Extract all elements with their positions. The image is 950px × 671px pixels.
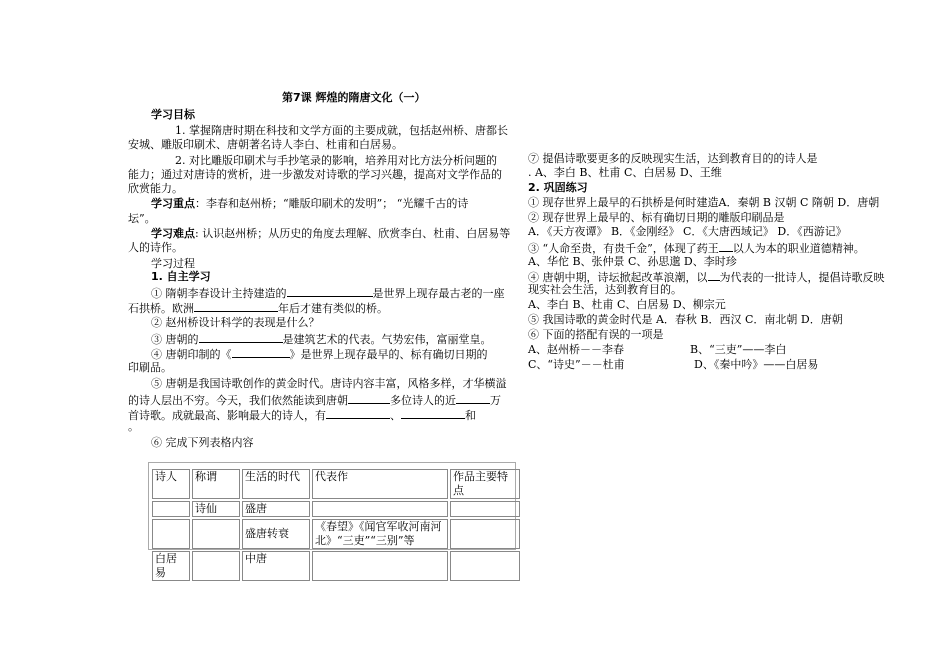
difficult-points-text: : 认识赵州桥；从历史的角度去理解、欣赏李白、杜甫、白居易等 bbox=[195, 227, 511, 240]
cell-r3-title[interactable] bbox=[192, 551, 240, 581]
table-row bbox=[152, 519, 520, 549]
practice-6-option-a: A、赵州桥－－李春 bbox=[528, 343, 624, 356]
self-study-heading: 1. 自主学习 bbox=[151, 270, 211, 283]
cell-r1-features[interactable] bbox=[450, 501, 520, 517]
practice-4-line-2: 现实社会生活，达到教育目的。 bbox=[528, 283, 682, 296]
q1-text-d: 年后才建有类似的桥。 bbox=[278, 302, 388, 315]
lesson-title: 第7课 辉煌的隋唐文化（一） bbox=[282, 91, 426, 104]
q3-blank[interactable] bbox=[199, 331, 283, 343]
question-5-line-4: 。 bbox=[128, 420, 139, 433]
header-era: 生活的时代 bbox=[242, 469, 310, 499]
cell-r1-works[interactable] bbox=[312, 501, 448, 517]
poets-table bbox=[150, 467, 522, 583]
practice-1: ① 现存世界上最早的石拱桥是何时建造A．秦朝 B 汉朝 C 隋朝 D．唐朝 bbox=[528, 196, 880, 209]
cell-r3-works[interactable] bbox=[312, 551, 448, 581]
practice-6: ⑥ 下面的搭配有误的一项是 bbox=[528, 328, 664, 341]
cell-r1-era: 盛唐 bbox=[242, 501, 310, 517]
difficult-points-label: 学习难点 bbox=[151, 227, 195, 240]
question-7: ⑦ 提倡诗歌要更多的反映现实生活，达到教育目的的诗人是 bbox=[528, 152, 818, 165]
question-1-line-2 bbox=[128, 300, 388, 316]
practice-6-option-d: D、《秦中吟》——白居易 bbox=[694, 358, 819, 371]
question-5-line-2 bbox=[128, 392, 501, 408]
header-title: 称谓 bbox=[192, 469, 240, 499]
q5-text-3a: 首诗歌。成就最高、影响最大的诗人，有 bbox=[128, 409, 326, 422]
key-points-text: ：李春和赵州桥；“雕版印刷术的发明”； “光耀千古的诗 bbox=[195, 197, 469, 210]
practice-2: ② 现存世界上最早的、标有确切日期的雕版印刷品是 bbox=[528, 211, 785, 224]
cell-r3-features[interactable] bbox=[450, 551, 520, 581]
practice-heading: 2. 巩固练习 bbox=[528, 181, 588, 194]
difficult-points-line-2: 人的诗作。 bbox=[128, 241, 183, 254]
goal-1-line-1: 1. 掌握隋唐时期在科技和文学方面的主要成就，包括赵州桥、唐都长 bbox=[175, 124, 508, 137]
q5-text-2c: 万 bbox=[490, 394, 501, 407]
q1-text-a: ① 隋朝李春设计主持建造的 bbox=[151, 287, 287, 300]
q5-blank-1[interactable] bbox=[348, 392, 390, 404]
question-5-line-3 bbox=[128, 407, 476, 423]
practice-6-option-c: C、“诗史”－－杜甫 bbox=[528, 358, 625, 371]
table-header-row bbox=[152, 469, 520, 499]
q4-blank[interactable] bbox=[232, 346, 290, 358]
cell-r2-works-line-2: 北》“三吏”“三别”等 bbox=[315, 534, 415, 547]
practice-6-option-b: B、“三吏”——李白 bbox=[690, 343, 787, 356]
cell-r2-works-line-1: 《春望》《闻官军收河南河 bbox=[315, 520, 442, 533]
header-works: 代表作 bbox=[312, 469, 448, 499]
difficult-points bbox=[151, 227, 510, 241]
question-4-line-2: 印刷品。 bbox=[128, 361, 172, 374]
q4-text-a: ④ 唐朝印制的《 bbox=[151, 348, 232, 361]
key-points bbox=[151, 197, 468, 211]
question-6: ⑥ 完成下列表格内容 bbox=[151, 436, 254, 449]
question-7-options: . A、李白 B、杜甫 C、白居易 D、王维 bbox=[528, 166, 722, 179]
cell-r2-features[interactable] bbox=[450, 519, 520, 549]
q1-blank-2[interactable] bbox=[194, 300, 278, 312]
practice-3-options: A、华佗 B、张仲景 C、孙思邈 D、李时珍 bbox=[528, 255, 737, 268]
cell-r2-works bbox=[312, 519, 448, 549]
q1-text-c: 石拱桥。欧洲 bbox=[128, 302, 194, 315]
goals-heading: 学习目标 bbox=[151, 108, 195, 121]
table-row bbox=[152, 551, 520, 581]
question-5-line-1: ⑤ 唐朝是我国诗歌创作的黄金时代。唐诗内容丰富，风格多样，才华横溢 bbox=[151, 377, 507, 390]
q5-blank-3[interactable] bbox=[326, 407, 390, 419]
goal-2-line-3: 欣赏能力。 bbox=[128, 182, 183, 195]
q1-text-b: 是世界上现存最古老的一座 bbox=[372, 287, 505, 300]
cell-r3-era: 中唐 bbox=[242, 551, 310, 581]
cell-r3-poet: 白居易 bbox=[152, 551, 190, 581]
key-points-line-2: 坛”。 bbox=[128, 212, 156, 225]
goal-2-line-1: 2. 对比雕版印刷术与手抄笔录的影响，培养用对比方法分析问题的 bbox=[175, 154, 497, 167]
q5-text-2b: 多位诗人的近 bbox=[390, 394, 456, 407]
p4-text-b: 为代表的一批诗人，提倡诗歌反映 bbox=[719, 271, 885, 284]
q5-text-3b: 、 bbox=[390, 409, 401, 422]
q5-blank-4[interactable] bbox=[401, 407, 465, 419]
process-heading: 学习过程 bbox=[151, 257, 195, 270]
q4-text-b: 》是世界上现存最早的、标有确切日期的 bbox=[289, 348, 488, 361]
p3-blank[interactable] bbox=[719, 240, 733, 252]
header-poet: 诗人 bbox=[152, 469, 190, 499]
goal-1-line-2: 安城、雕版印刷术、唐朝著名诗人李白、杜甫和白居易。 bbox=[128, 138, 403, 151]
question-2: ② 赵州桥设计科学的表现是什么？ bbox=[151, 316, 320, 329]
question-1-line-1 bbox=[151, 285, 505, 301]
q3-text-a: ③ 唐朝的 bbox=[151, 333, 199, 346]
q5-blank-2[interactable] bbox=[456, 392, 490, 404]
cell-r2-poet[interactable] bbox=[152, 519, 190, 549]
goal-2-line-2: 能力；通过对唐诗的赏析，进一步激发对诗歌的学习兴趣，提高对文学作品的 bbox=[128, 168, 502, 181]
header-features: 作品主要特点 bbox=[450, 469, 520, 499]
practice-4-options: A、李白 B、杜甫 C、白居易 D、柳宗元 bbox=[528, 298, 726, 311]
practice-3 bbox=[528, 240, 865, 256]
practice-5: ⑤ 我国诗歌的黄金时代是 A．春秋 B．西汉 C．南北朝 D．唐朝 bbox=[528, 313, 843, 326]
q1-blank-1[interactable] bbox=[287, 285, 373, 297]
question-4-line-1 bbox=[151, 346, 488, 362]
question-3 bbox=[151, 331, 492, 347]
table-row bbox=[152, 501, 520, 517]
p3-text-b: 以人为本的职业道德精神。 bbox=[732, 242, 865, 255]
cell-r2-title[interactable] bbox=[192, 519, 240, 549]
q5-text-2a: 的诗人层出不穷。今天，我们依然能读到唐朝 bbox=[128, 394, 348, 407]
q5-text-3c: 和 bbox=[465, 409, 476, 422]
cell-r2-era: 盛唐转衰 bbox=[242, 519, 310, 549]
p4-text-a: ④ 唐朝中期，诗坛掀起改革浪潮，以 bbox=[528, 271, 708, 284]
practice-2-options: A．《天方夜谭》 B．《金刚经》 C．《大唐西域记》 D．《西游记》 bbox=[528, 225, 847, 238]
key-points-label: 学习重点 bbox=[151, 197, 195, 210]
cell-r1-title: 诗仙 bbox=[192, 501, 240, 517]
cell-r1-poet[interactable] bbox=[152, 501, 190, 517]
p3-text-a: ③ “人命至贵，有贵千金”，体现了药王 bbox=[528, 242, 719, 255]
q3-text-b: 是建筑艺术的代表。气势宏伟，富丽堂皇。 bbox=[282, 333, 492, 346]
p4-blank[interactable] bbox=[708, 269, 720, 281]
